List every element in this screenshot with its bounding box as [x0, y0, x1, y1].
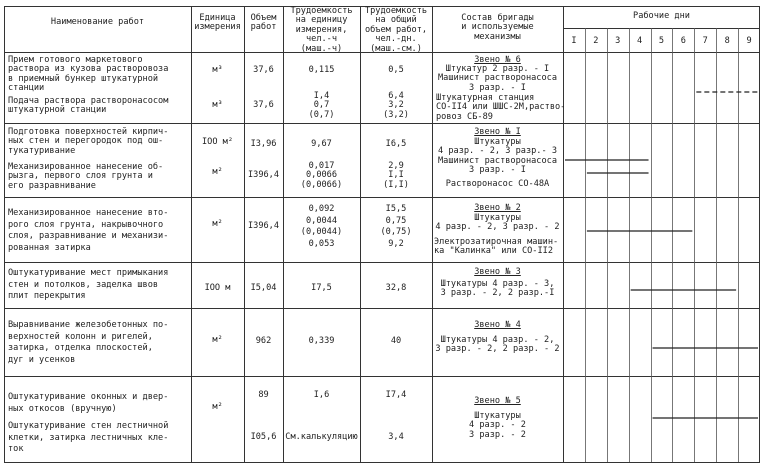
row-6-total: 32,8 — [385, 283, 407, 293]
row-8-total: I7,4 — [385, 390, 407, 400]
row-5-crew: Штукатуры 4 разр. - 2, 3 разр. - 2 — [435, 213, 560, 233]
row-3-total: I6,5 — [385, 139, 407, 149]
row-9-total: 3,4 — [388, 432, 404, 442]
row-7-work: Выравнивание железобетонных по- верхностей колонн и ригелей, затирка, отделка плоскостей, дуг и усенков — [8, 320, 169, 365]
row-4-volume: I396,4 — [247, 170, 280, 180]
row-6-volume: I5,04 — [250, 283, 277, 293]
day-label: 8 — [724, 36, 730, 46]
day-label: 4 — [637, 36, 643, 46]
row-1-crew: Штукатур 2 разр. - I Машинист растворонасоса 3 разр. - I — [438, 64, 557, 93]
row-5-crew-machine: Электрозатирочная машин- ка "Калинка" или СО-II2 — [434, 237, 559, 257]
row-9-volume: I05,6 — [250, 432, 277, 442]
row-3-work: Подготовка поверхностей кирпич- ных стен и перегородок под ош- тукатуривание — [8, 127, 169, 156]
row-8-unit: м² — [212, 402, 223, 412]
row-5-volume: I396,4 — [247, 221, 280, 231]
row-4-work: Механизированное нанесение об- рызга, первого слоя грунта и его разравнивание — [8, 162, 164, 191]
row-2-volume: 37,6 — [253, 100, 274, 110]
row-2-work: Подача раствора растворонасосом штукатурной станции — [8, 96, 169, 116]
header-volume: Объем работ — [250, 13, 277, 33]
row-4-total: 2,9 I,I (I,I) — [383, 161, 409, 190]
day-label: 9 — [746, 36, 752, 46]
row-6-work: Оштукатуривание мест примыкания стен и потолков, заделка швов плит перекрытия — [8, 268, 169, 301]
row-8-per-unit: I,6 — [313, 390, 330, 400]
row-6-crew-title: Звено № 3 — [474, 267, 521, 277]
day-label: 6 — [680, 36, 686, 46]
header-labor-total: Трудоемкость на общий объем работ, чел.-дн. (маш.-см.) — [364, 6, 428, 54]
row-2-unit: м³ — [212, 100, 223, 110]
header-crew: Состав бригады и используемые механизмы — [461, 13, 534, 42]
row-3-unit: IOO м² — [201, 137, 234, 147]
row-4-crew: Растворонасос СО-48А — [445, 179, 550, 189]
row-5-crew-title: Звено № 2 — [474, 203, 521, 213]
row-6-unit: IOO м — [204, 283, 231, 293]
row-5-unit: м² — [212, 219, 223, 229]
row-2-per-unit: I,4 0,7 (0,7) — [308, 91, 335, 120]
row-8-work: Оштукатуривание оконных и двер- ных откосов (вручную) — [8, 392, 169, 414]
row-9-per-unit: См.калькуляцию — [285, 432, 358, 442]
row-4-unit: м² — [212, 167, 223, 177]
row-1-per-unit: 0,115 — [308, 65, 335, 75]
row-9-work: Оштукатуривание стен лестничной клетки, затирка лестничных кле- ток — [8, 421, 169, 454]
row-8-crew-title: Звено № 5 — [474, 396, 521, 406]
row-1-total: 0,5 — [388, 65, 404, 75]
row-3-crew: Штукатуры 4 разр. - 2, 3 разр.- 3 Машинист растворонасоса 3 разр. - I — [438, 137, 557, 176]
row-7-unit: м² — [212, 335, 223, 345]
row-3-per-unit: 9,67 — [311, 139, 332, 149]
row-7-crew: Штукатуры 4 разр. - 2, 3 разр. - 2, 2 разр. - 2 — [435, 335, 560, 355]
header-labor-per-unit: Трудоемкость на единицу измерения, чел.-ч (маш.-ч) — [290, 6, 353, 54]
row-7-per-unit: 0,339 — [308, 336, 335, 346]
row-1-crew-title: Звено № 6 — [474, 55, 521, 65]
row-8-volume: 89 — [258, 390, 269, 400]
day-label: 7 — [702, 36, 708, 46]
header-work-name: Наименование работ — [50, 17, 145, 27]
row-3-crew-title: Звено № I — [474, 127, 521, 137]
row-6-crew: Штукатуры 4 разр. - 3, 3 разр. - 2, 2 разр.-I — [440, 279, 555, 299]
header-workdays: Рабочие дни — [633, 11, 690, 21]
row-1-volume: 37,6 — [253, 65, 274, 75]
row-7-crew-title: Звено № 4 — [474, 320, 521, 330]
row-2-total: 6,4 3,2 (3,2) — [383, 91, 409, 120]
row-3-volume: I3,96 — [250, 139, 277, 149]
day-label: 2 — [593, 36, 599, 46]
row-8-crew: Штукатуры 4 разр. - 2 3 разр. - 2 — [469, 411, 526, 440]
row-7-volume: 962 — [255, 336, 272, 346]
header-unit: Единица измерения — [194, 13, 241, 33]
row-5-total: I5,5 0,75 (0,75) 9,2 — [380, 204, 412, 249]
day-label: I — [571, 36, 577, 46]
row-6-per-unit: I7,5 — [311, 283, 332, 293]
row-1-unit: м³ — [212, 65, 223, 75]
day-label: 3 — [615, 36, 621, 46]
day-label: 5 — [658, 36, 665, 46]
row-2-crew: Штукатурная станция СО-II4 или ШШС-2М,раство- ровоз СБ-89 — [436, 93, 566, 122]
row-1-work: Прием готового маркетового раствора из кузова растворовоза в приемный бункер штукатурной станции — [8, 55, 169, 94]
row-5-per-unit: 0,092 0,0044 (0,0044) 0,053 — [300, 204, 343, 249]
row-5-work: Механизированное нанесение вто- рого слоя грунта, накрывочного слоя, разравнивание и механизи- рованная затирка — [8, 208, 169, 253]
row-4-per-unit: 0,017 0,0066 (0,0066) — [300, 161, 343, 190]
row-7-total: 40 — [390, 336, 402, 346]
